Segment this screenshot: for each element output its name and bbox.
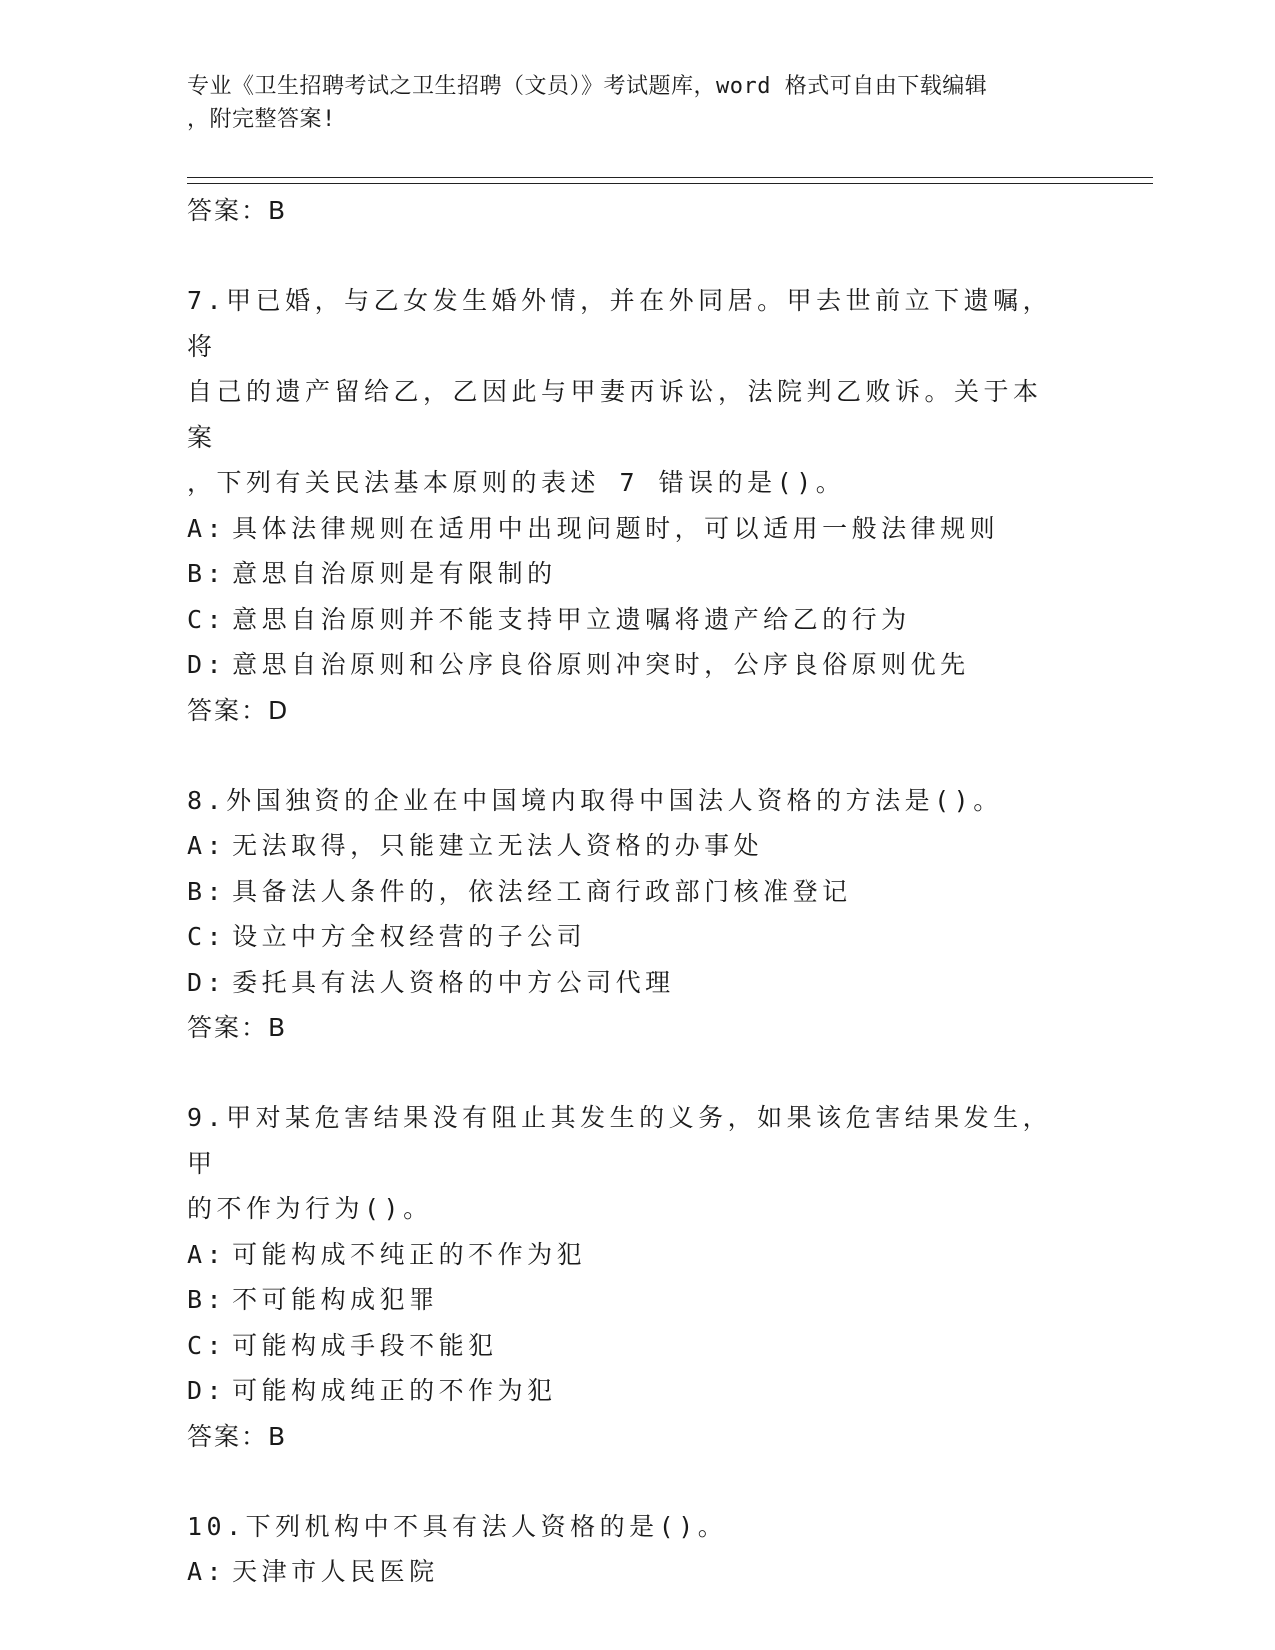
option-text: 无法取得，只能建立无法人资格的办事处 bbox=[232, 831, 764, 860]
option-letter: D: bbox=[187, 967, 227, 997]
option-letter: C: bbox=[187, 604, 227, 634]
option-letter: B: bbox=[187, 1285, 227, 1314]
question-stem bbox=[187, 278, 1067, 369]
option-text: 可能构成纯正的不作为犯 bbox=[232, 1376, 557, 1405]
question-line: 甲已婚，与乙女发生婚外情，并在外同居。甲去世前立下遗嘱，将 bbox=[187, 286, 1053, 361]
header-line-2: ，附完整答案! bbox=[187, 107, 336, 132]
answer-line: 答案：D bbox=[187, 695, 290, 725]
question-line: 自己的遗产留给乙，乙因此与甲妻丙诉讼，法院判乙败诉。关于本案 bbox=[187, 377, 1043, 452]
option-c bbox=[187, 914, 1067, 960]
question-line: 下列机构中不具有法人资格的是()。 bbox=[245, 1511, 728, 1541]
answer-line: 答案：B bbox=[187, 196, 288, 225]
question-stem bbox=[187, 778, 1067, 824]
option-d bbox=[187, 960, 1067, 1006]
option-text: 意思自治原则和公序良俗原则冲突时，公序良俗原则优先 bbox=[232, 650, 970, 679]
page-header bbox=[187, 70, 1067, 136]
option-a bbox=[187, 823, 1067, 869]
option-c bbox=[187, 597, 1067, 643]
answer-line: 答案：B bbox=[187, 1013, 288, 1042]
question-number: 7. bbox=[187, 286, 227, 315]
option-text: 不可能构成犯罪 bbox=[232, 1285, 439, 1314]
question-7 bbox=[187, 278, 1067, 734]
option-text: 可能构成手段不能犯 bbox=[232, 1330, 498, 1360]
question-stem bbox=[187, 1504, 1067, 1550]
question-10 bbox=[187, 1504, 1067, 1595]
option-text: 具体法律规则在适用中出现问题时，可以适用一般法律规则 bbox=[232, 513, 1000, 543]
option-text: 意思自治原则并不能支持甲立遗嘱将遗产给乙的行为 bbox=[232, 604, 911, 634]
question-line: 甲对某危害结果没有阻止其发生的义务，如果该危害结果发生，甲 bbox=[187, 1103, 1053, 1178]
answer-line: 答案：B bbox=[187, 1421, 288, 1451]
option-letter: B: bbox=[187, 559, 227, 588]
option-letter: A: bbox=[187, 1557, 227, 1586]
option-b bbox=[187, 1277, 1067, 1323]
question-line: 外国独资的企业在中国境内取得中国法人资格的方法是()。 bbox=[226, 785, 1003, 815]
question-8 bbox=[187, 778, 1067, 1052]
header-divider-top bbox=[187, 177, 1153, 178]
option-d bbox=[187, 1368, 1067, 1414]
option-letter: A: bbox=[187, 1239, 227, 1269]
option-letter: C: bbox=[187, 922, 227, 951]
option-d bbox=[187, 642, 1067, 688]
option-a bbox=[187, 1549, 1067, 1595]
option-letter: B: bbox=[187, 876, 227, 906]
option-text: 意思自治原则是有限制的 bbox=[232, 559, 557, 588]
option-text: 委托具有法人资格的中方公司代理 bbox=[232, 967, 675, 997]
question-number: 10. bbox=[187, 1511, 246, 1541]
option-letter: D: bbox=[187, 650, 227, 679]
question-9 bbox=[187, 1095, 1067, 1460]
question-stem bbox=[187, 1095, 1067, 1186]
option-a bbox=[187, 1232, 1067, 1278]
question-number: 8. bbox=[187, 785, 227, 815]
header-divider-bottom bbox=[187, 183, 1153, 184]
option-a bbox=[187, 506, 1067, 552]
option-text: 可能构成不纯正的不作为犯 bbox=[232, 1239, 587, 1269]
option-c bbox=[187, 1323, 1067, 1369]
question-list bbox=[187, 188, 1067, 1595]
question-line: 的不作为行为()。 bbox=[187, 1194, 433, 1223]
question-line: ，下列有关民法基本原则的表述 7 错误的是()。 bbox=[187, 468, 846, 497]
option-text: 设立中方全权经营的子公司 bbox=[232, 922, 587, 951]
option-b bbox=[187, 869, 1067, 915]
option-b bbox=[187, 551, 1067, 597]
option-text: 具备法人条件的，依法经工商行政部门核准登记 bbox=[232, 876, 852, 906]
option-letter: A: bbox=[187, 513, 227, 543]
question-number: 9. bbox=[187, 1103, 227, 1132]
header-line-1: 专业《卫生招聘考试之卫生招聘（文员）》考试题库，word 格式可自由下载编辑 bbox=[187, 74, 988, 99]
option-letter: D: bbox=[187, 1376, 227, 1405]
option-letter: C: bbox=[187, 1330, 227, 1360]
option-letter: A: bbox=[187, 831, 227, 860]
option-text: 天津市人民医院 bbox=[232, 1557, 439, 1586]
